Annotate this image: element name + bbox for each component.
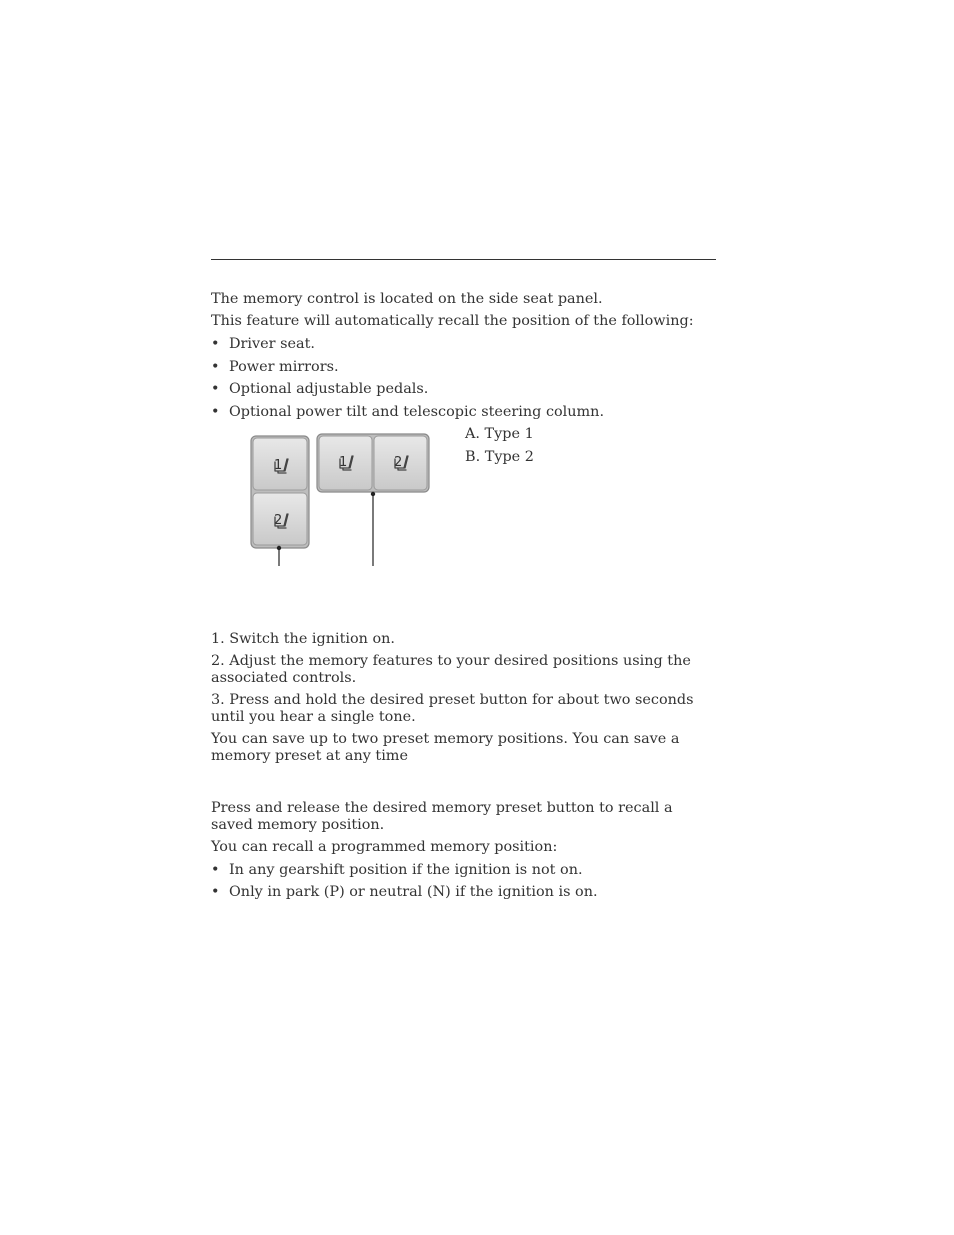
type1-button1-label: 1 (274, 458, 283, 473)
type2-button1-label: 1 (339, 455, 348, 470)
feature-steering-column: Optional power tilt and telescopic steering column. (229, 404, 605, 420)
recall-line-1: Press and release the desired memory preset button to recall a saved memory position. (211, 800, 673, 833)
feature-power-mirrors: Power mirrors. (229, 359, 339, 375)
bullet: • (211, 884, 220, 900)
bullet: • (211, 381, 220, 397)
intro-line-2: This feature will automatically recall the position of the following: (211, 313, 694, 329)
recall-condition-ignition-off: In any gearshift position if the ignition is not on. (229, 862, 583, 878)
intro-line-1: The memory control is located on the side seat panel. (211, 291, 603, 307)
save-step-3: 3. Press and hold the desired preset button for about two seconds until you hear a single tone. (211, 692, 694, 725)
feature-adjustable-pedals: Optional adjustable pedals. (229, 381, 429, 397)
bullet: • (211, 404, 220, 420)
recall-condition-ignition-on: Only in park (P) or neutral (N) if the ignition is on. (229, 884, 598, 900)
bullet: • (211, 336, 220, 352)
type1-button-group (251, 436, 309, 566)
recall-line-2: You can recall a programmed memory position: (211, 839, 558, 855)
memory-buttons-illustration (245, 430, 435, 570)
header-rule (211, 259, 716, 260)
bullet: • (211, 862, 220, 878)
bullet: • (211, 359, 220, 375)
save-note: You can save up to two preset memory positions. You can save a memory preset at any time (211, 731, 680, 764)
legend-type-1: A. Type 1 (465, 426, 534, 442)
legend-type-2: B. Type 2 (465, 449, 534, 465)
save-step-1: 1. Switch the ignition on. (211, 631, 395, 647)
type2-button2-label: 2 (394, 455, 403, 470)
feature-driver-seat: Driver seat. (229, 336, 315, 352)
type2-button-group (317, 434, 429, 566)
memory-buttons-figure (245, 430, 435, 570)
save-step-2: 2. Adjust the memory features to your desired positions using the associated controls. (211, 653, 691, 686)
type1-button2-label: 2 (274, 513, 283, 528)
